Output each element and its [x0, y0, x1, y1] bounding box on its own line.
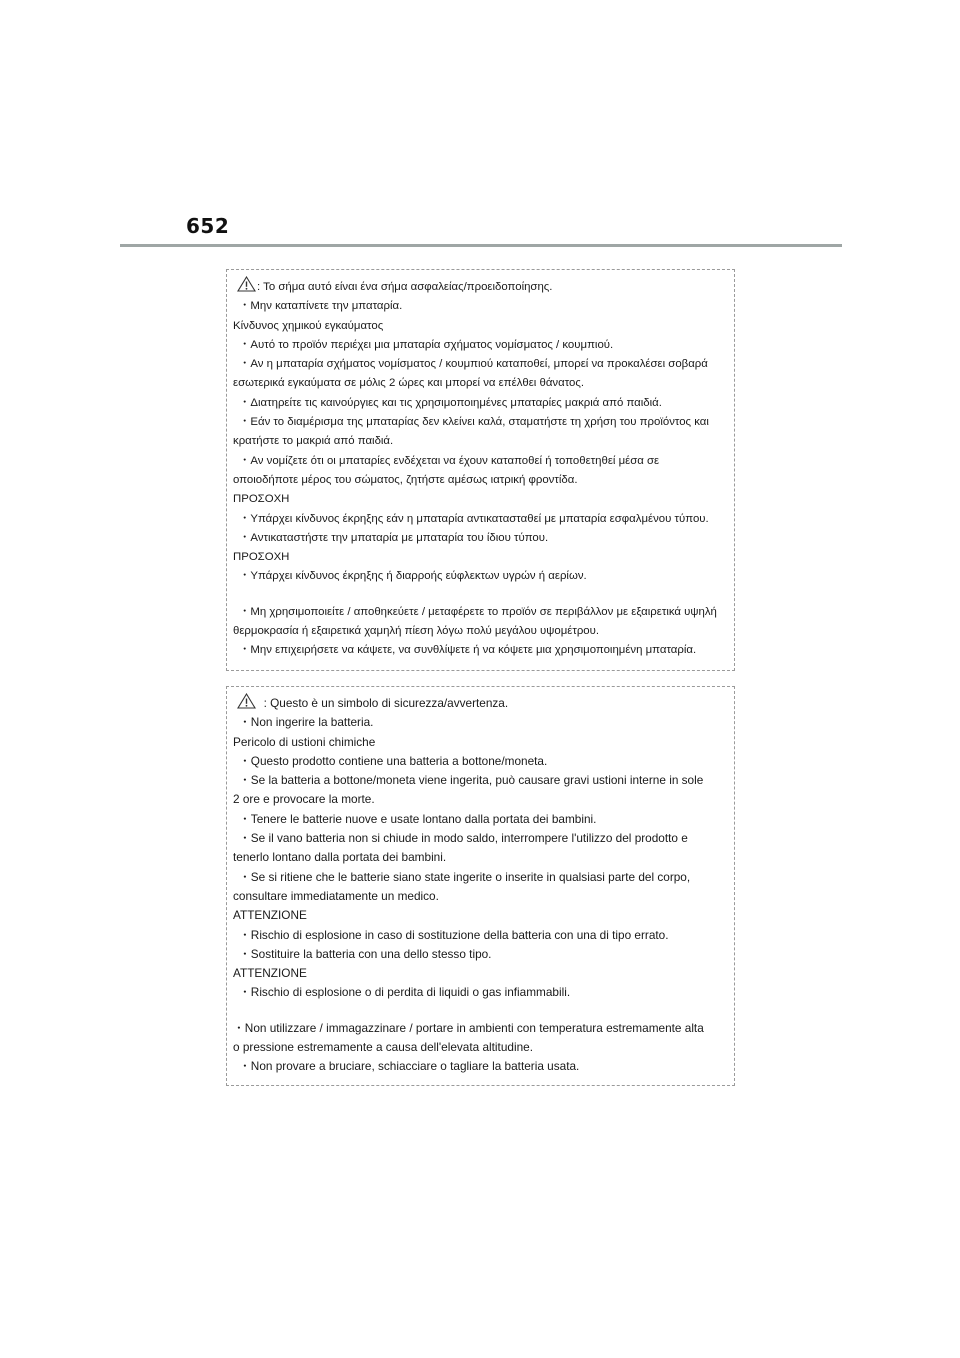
- text-line: ・Εάν το διαμέρισμα της μπαταρίας δεν κλείνει καλά, σταματήστε τη χρήση του προϊόντος και: [239, 416, 709, 429]
- section-heading: ATTENZIONE: [233, 908, 307, 923]
- text-line: ・Μην καταπίνετε την μπαταρία.: [239, 300, 403, 313]
- text-line: ・Αν νομίζετε ότι οι μπαταρίες ενδέχεται να έχουν καταποθεί ή τοποθετηθεί μέσα σε: [239, 454, 660, 467]
- greek-warning-box: [226, 269, 735, 671]
- italian-symbol-text: : Questo è un simbolo di sicurezza/avvertenza.: [263, 696, 509, 710]
- text-line: ・Rischio di esplosione in caso di sostituzione della batteria con una di tipo errato.: [239, 927, 669, 942]
- greek-symbol-line: [233, 276, 734, 297]
- text-line: ・Non ingerire la batteria.: [239, 715, 374, 730]
- text-line: ・Υπάρχει κίνδυνος έκρηξης εάν η μπαταρία αντικατασταθεί με μπαταρία εσφαλμένου τύπου.: [239, 512, 709, 525]
- text-line: κρατήστε το μακριά από παιδιά.: [233, 435, 394, 448]
- text-line: οποιοδήποτε μέρος του σώματος, ζητήστε αμέσως ιατρική φροντίδα.: [233, 473, 578, 486]
- text-line: ・Υπάρχει κίνδυνος έκρηξης ή διαρροής εύφλεκτων υγρών ή αερίων.: [239, 570, 587, 583]
- section-heading: Pericolo di ustioni chimiche: [233, 734, 376, 749]
- text-line: tenerlo lontano dalla portata dei bambini.: [233, 850, 447, 865]
- italian-warning-box: [226, 686, 735, 1086]
- text-line: θερμοκρασία ή εξαιρετικά χαμηλή πίεση λόγω πολύ μεγάλου υψομέτρου.: [233, 625, 600, 638]
- italian-gap: [233, 1003, 734, 1019]
- warning-triangle-icon: [237, 276, 257, 292]
- text-line: ・Αντικαταστήστε την μπαταρία με μπαταρία του ίδιου τύπου.: [239, 531, 549, 544]
- text-line: ・Questo prodotto contiene una batteria a bottone/moneta.: [239, 753, 548, 768]
- header-rule: [120, 244, 842, 247]
- section-heading: Κίνδυνος χημικού εγκαύματος: [233, 319, 384, 332]
- section-heading: ΠΡΟΣΟΧΗ: [233, 493, 290, 506]
- text-line: ・Μην επιχειρήσετε να κάψετε, να συνθλίψετε ή να κόψετε μια χρησιμοποιημένη μπαταρία.: [239, 644, 697, 657]
- page-number: 652: [186, 214, 230, 238]
- text-line: ・Μη χρησιμοποιείτε / αποθηκεύετε / μεταφέρετε το προϊόν σε περιβάλλον με εξαιρετικά υψηλή: [239, 605, 717, 618]
- greek-symbol-text: : Το σήμα αυτό είναι ένα σήμα ασφαλείας/προειδοποίησης.: [257, 281, 553, 293]
- section-heading: ΠΡΟΣΟΧΗ: [233, 551, 290, 564]
- text-line: ・Διατηρείτε τις καινούργιες και τις χρησιμοποιημένες μπαταρίες μακριά από παιδιά.: [239, 396, 662, 409]
- text-line: ・Se si ritiene che le batterie siano state ingerite o inserite in qualsiasi parte del corpo,: [239, 869, 691, 884]
- italian-lines: [233, 713, 734, 1002]
- text-line: ・Tenere le batterie nuove e usate lontano dalla portata dei bambini.: [239, 811, 597, 826]
- text-line: 2 ore e provocare la morte.: [233, 792, 375, 807]
- greek-lines-after-gap: [233, 603, 734, 661]
- text-line: ・Non provare a bruciare, schiacciare o tagliare la batteria usata.: [239, 1059, 580, 1074]
- text-line: εσωτερικά εγκαύματα σε μόλις 2 ώρες και μπορεί να επέλθει θάνατος.: [233, 377, 585, 390]
- text-line: o pressione estremamente a causa dell'elevata altitudine.: [233, 1040, 533, 1055]
- text-line: ・Se il vano batteria non si chiude in modo saldo, interrompere l'utilizzo del prodotto e: [239, 831, 688, 846]
- text-line: ・Αυτό το προϊόν περιέχει μια μπαταρία σχήματος νομίσματος / κουμπιού.: [239, 338, 614, 351]
- greek-lines: [233, 297, 734, 586]
- warning-triangle-icon: [237, 693, 257, 709]
- text-line: ・Rischio di esplosione o di perdita di liquidi o gas infiammabili.: [239, 985, 571, 1000]
- text-line: ・Se la batteria a bottone/moneta viene ingerita, può causare gravi ustioni interne in sole: [239, 773, 704, 788]
- text-line: ・Non utilizzare / immagazzinare / portare in ambienti con temperatura estremamente alta: [233, 1020, 704, 1035]
- greek-gap: [233, 587, 734, 603]
- section-heading: ATTENZIONE: [233, 966, 307, 981]
- text-line: ・Sostituire la batteria con una dello stesso tipo.: [239, 946, 492, 961]
- text-line: consultare immediatamente un medico.: [233, 888, 439, 903]
- text-line: ・Αν η μπαταρία σχήματος νομίσματος / κουμπιού καταποθεί, μπορεί να προκαλέσει σοβαρά: [239, 358, 708, 371]
- italian-symbol-line: [233, 693, 734, 713]
- italian-lines-after-gap: [233, 1019, 734, 1077]
